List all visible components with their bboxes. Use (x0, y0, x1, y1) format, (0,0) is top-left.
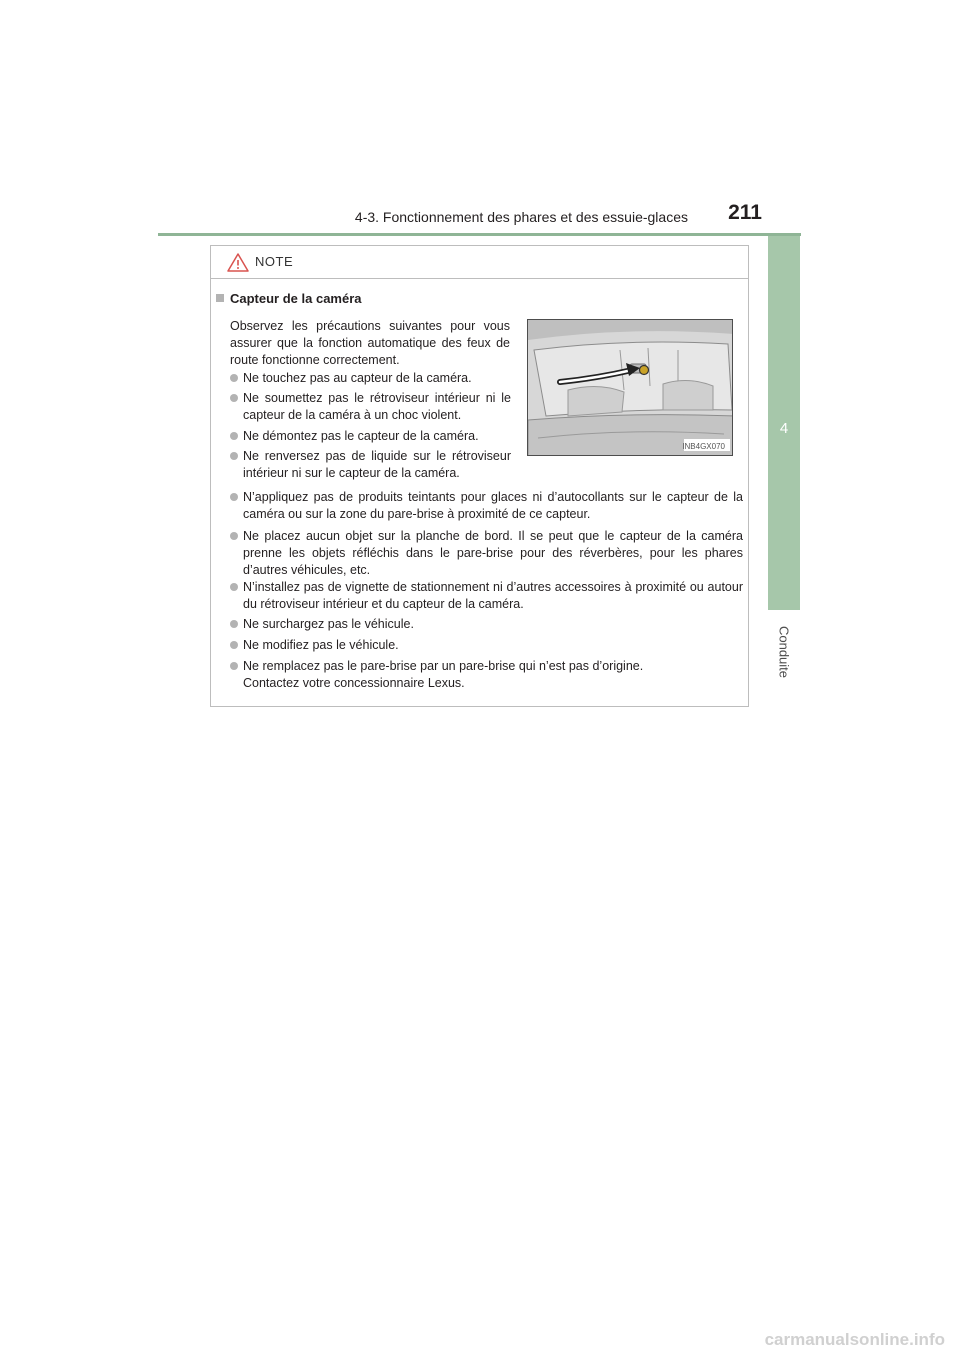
warning-triangle-icon (227, 253, 249, 272)
running-header-title: 4-3. Fonctionnement des phares et des essuie-glaces (354, 209, 688, 225)
bullet-text: Ne surchargez pas le véhicule. (243, 617, 414, 631)
bullet-dot-icon (230, 374, 238, 382)
camera-sensor-illustration (527, 319, 733, 456)
bullet-dot-icon (230, 452, 238, 460)
bullet-text: Ne placez aucun objet sur la planche de bord. Il se peut que le capteur de la caméra prenne les objets réfléchis dans le pare-brise pour des réverbères, pour les phares d’autres véhicules, etc. (243, 529, 743, 577)
bullet-dot-icon (230, 620, 238, 628)
bullet-dot-icon (230, 583, 238, 591)
svg-text:carmanualsonline.info: carmanualsonline.info (764, 1330, 945, 1349)
watermark-logo (660, 1327, 950, 1353)
bullet-item (230, 370, 511, 387)
bullet-item (230, 658, 670, 692)
chapter-side-tab (768, 236, 800, 610)
bullet-item (230, 616, 743, 633)
chapter-label: Conduite (776, 625, 792, 679)
chapter-number: 4 (779, 420, 789, 437)
bullet-text: N’appliquez pas de produits teintants pour glaces ni d’autocollants sur le capteur de la caméra ou sur la zone du pare-brise à proximité de ce capteur. (243, 490, 743, 521)
note-header (211, 246, 748, 279)
bullet-item (230, 528, 743, 579)
bullet-text: Ne soumettez pas le rétroviseur intérieur ni le capteur de la caméra à un choc violent. (243, 391, 511, 422)
bullet-dot-icon (230, 394, 238, 402)
figure-code: INB4GX070 (682, 442, 725, 451)
header-divider (158, 233, 801, 236)
bullet-item (230, 489, 743, 523)
bullet-text: Ne remplacez pas le pare-brise par un pare-brise qui n’est pas d’origine. Contactez votre concessionnaire Lexus. (243, 659, 644, 690)
bullet-dot-icon (230, 662, 238, 670)
bullet-text: Ne modifiez pas le véhicule. (243, 638, 399, 652)
chapter-label-container (768, 618, 800, 688)
section-heading-text: Capteur de la caméra (230, 291, 362, 306)
bullet-dot-icon (230, 532, 238, 540)
bullet-dot-icon (230, 432, 238, 440)
note-label: NOTE (255, 254, 294, 269)
bullet-item (230, 390, 511, 424)
bullet-item (230, 637, 743, 654)
bullet-dot-icon (230, 493, 238, 501)
intro-paragraph: Observez les précautions suivantes pour vous assurer que la fonction automatique des feux de route fonctionne correctement. (230, 319, 510, 367)
section-heading (216, 291, 362, 306)
page-number: 211 (728, 201, 762, 224)
note-box (210, 245, 749, 707)
bullet-dot-icon (230, 641, 238, 649)
bullet-text: N’installez pas de vignette de stationnement ni d’autres accessoires à proximité ou autour du rétroviseur intérieur et du capteur de la caméra. (243, 580, 743, 611)
square-bullet-icon (216, 294, 224, 302)
bullet-item (230, 428, 511, 445)
car-interior-drawing (528, 320, 733, 456)
bullet-item (230, 579, 743, 613)
bullet-text: Ne démontez pas le capteur de la caméra. (243, 429, 479, 443)
bullet-item (230, 448, 511, 482)
bullet-text: Ne renversez pas de liquide sur le rétroviseur intérieur ni sur le capteur de la caméra. (243, 449, 511, 480)
bullet-text: Ne touchez pas au capteur de la caméra. (243, 371, 472, 385)
